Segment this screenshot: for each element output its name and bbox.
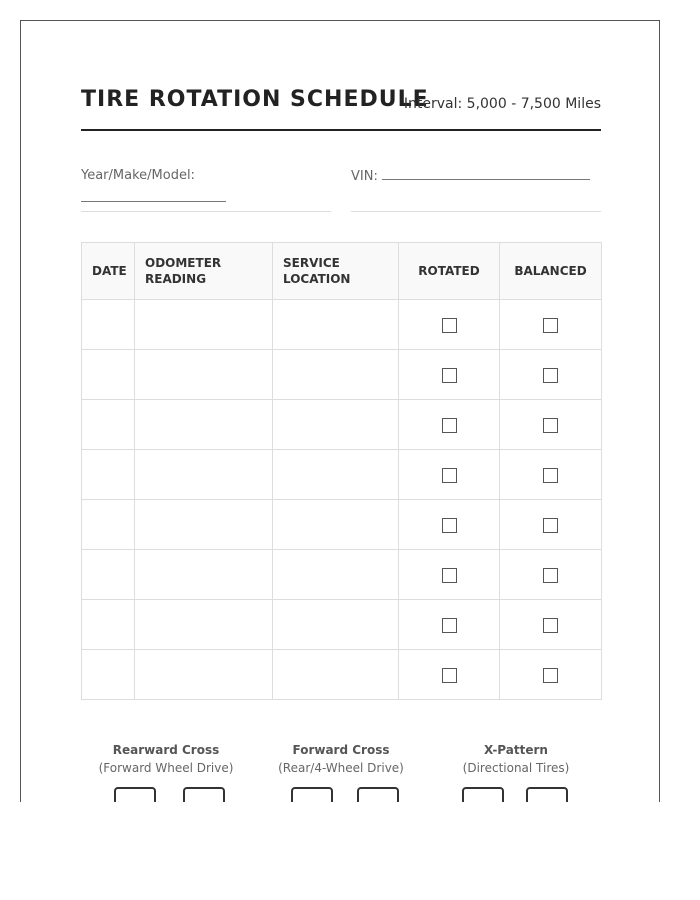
odometer-cell[interactable] <box>135 500 273 550</box>
location-cell[interactable] <box>273 650 399 700</box>
table-row <box>82 400 602 450</box>
date-cell[interactable] <box>82 350 135 400</box>
date-cell[interactable] <box>82 400 135 450</box>
odometer-cell[interactable] <box>135 300 273 350</box>
date-cell[interactable] <box>82 600 135 650</box>
balanced-cell <box>500 350 602 400</box>
pattern-name: Forward Cross <box>292 743 390 757</box>
rotated-cell <box>399 350 500 400</box>
table-row <box>82 650 602 700</box>
tire-diagram-icon <box>291 787 333 802</box>
rotated-checkbox[interactable] <box>442 418 457 433</box>
balanced-checkbox[interactable] <box>543 518 558 533</box>
location-cell[interactable] <box>273 600 399 650</box>
table-row <box>82 300 602 350</box>
table-row <box>82 550 602 600</box>
location-cell[interactable] <box>273 350 399 400</box>
rotated-cell <box>399 450 500 500</box>
location-cell[interactable] <box>273 450 399 500</box>
interval-note: Interval: 5,000 - 7,500 Miles <box>403 96 601 112</box>
tire-diagram-icon <box>462 787 504 802</box>
date-cell[interactable] <box>82 550 135 600</box>
rotated-checkbox[interactable] <box>442 518 457 533</box>
table-row <box>82 350 602 400</box>
rotated-checkbox[interactable] <box>442 668 457 683</box>
balanced-checkbox[interactable] <box>543 468 558 483</box>
odometer-cell[interactable] <box>135 650 273 700</box>
vehicle-field[interactable] <box>81 165 331 212</box>
header-date: DATE <box>82 243 135 300</box>
tire-diagram-icon <box>183 787 225 802</box>
balanced-checkbox[interactable] <box>543 418 558 433</box>
pattern-description: (Directional Tires) <box>462 761 570 775</box>
pattern-description: (Rear/4-Wheel Drive) <box>278 761 404 775</box>
odometer-cell[interactable] <box>135 350 273 400</box>
date-cell[interactable] <box>82 500 135 550</box>
vin-label: VIN: <box>351 169 378 184</box>
rotated-cell <box>399 300 500 350</box>
balanced-cell <box>500 600 602 650</box>
rotated-cell <box>399 500 500 550</box>
location-cell[interactable] <box>273 550 399 600</box>
rotated-cell <box>399 650 500 700</box>
pattern-name: Rearward Cross <box>112 743 220 757</box>
odometer-cell[interactable] <box>135 450 273 500</box>
header-location: SERVICE LOCATION <box>273 243 399 300</box>
document-title: TIRE ROTATION SCHEDULE <box>81 87 429 112</box>
rotated-checkbox[interactable] <box>442 568 457 583</box>
balanced-cell <box>500 400 602 450</box>
tire-diagram-icon <box>526 787 568 802</box>
rotation-patterns <box>81 741 601 802</box>
rotated-cell <box>399 600 500 650</box>
rotated-checkbox[interactable] <box>442 368 457 383</box>
table-row <box>82 600 602 650</box>
date-cell[interactable] <box>82 300 135 350</box>
vehicle-label: Year/Make/Model: <box>81 168 195 183</box>
rotation-schedule-page <box>20 20 660 802</box>
pattern-description: (Forward Wheel Drive) <box>98 761 234 775</box>
pattern-forward-cross <box>256 741 426 777</box>
pattern-x-pattern <box>431 741 601 777</box>
pattern-name: X-Pattern <box>484 743 548 757</box>
header-balanced: BALANCED <box>500 243 602 300</box>
vin-field[interactable] <box>351 165 601 212</box>
odometer-cell[interactable] <box>135 550 273 600</box>
date-cell[interactable] <box>82 650 135 700</box>
tire-diagram-icon <box>357 787 399 802</box>
header-rotated: ROTATED <box>399 243 500 300</box>
odometer-cell[interactable] <box>135 600 273 650</box>
balanced-checkbox[interactable] <box>543 618 558 633</box>
table-header-row <box>82 243 602 300</box>
balanced-cell <box>500 550 602 600</box>
tire-diagram-icon <box>114 787 156 802</box>
balanced-checkbox[interactable] <box>543 668 558 683</box>
location-cell[interactable] <box>273 500 399 550</box>
balanced-checkbox[interactable] <box>543 368 558 383</box>
location-cell[interactable] <box>273 300 399 350</box>
balanced-checkbox[interactable] <box>543 318 558 333</box>
balanced-checkbox[interactable] <box>543 568 558 583</box>
rotation-log-table <box>81 242 602 700</box>
document-header <box>81 87 601 131</box>
rotated-checkbox[interactable] <box>442 468 457 483</box>
balanced-cell <box>500 450 602 500</box>
table-body <box>82 300 602 700</box>
header-odometer: ODOMETER READING <box>135 243 273 300</box>
pattern-rearward-cross <box>81 741 251 777</box>
date-cell[interactable] <box>82 450 135 500</box>
rotated-checkbox[interactable] <box>442 618 457 633</box>
rotated-checkbox[interactable] <box>442 318 457 333</box>
table-row <box>82 500 602 550</box>
table-row <box>82 450 602 500</box>
vin-blank[interactable] <box>382 165 590 180</box>
balanced-cell <box>500 500 602 550</box>
rotated-cell <box>399 400 500 450</box>
balanced-cell <box>500 650 602 700</box>
rotated-cell <box>399 550 500 600</box>
odometer-cell[interactable] <box>135 400 273 450</box>
vehicle-blank[interactable] <box>81 187 226 202</box>
balanced-cell <box>500 300 602 350</box>
location-cell[interactable] <box>273 400 399 450</box>
